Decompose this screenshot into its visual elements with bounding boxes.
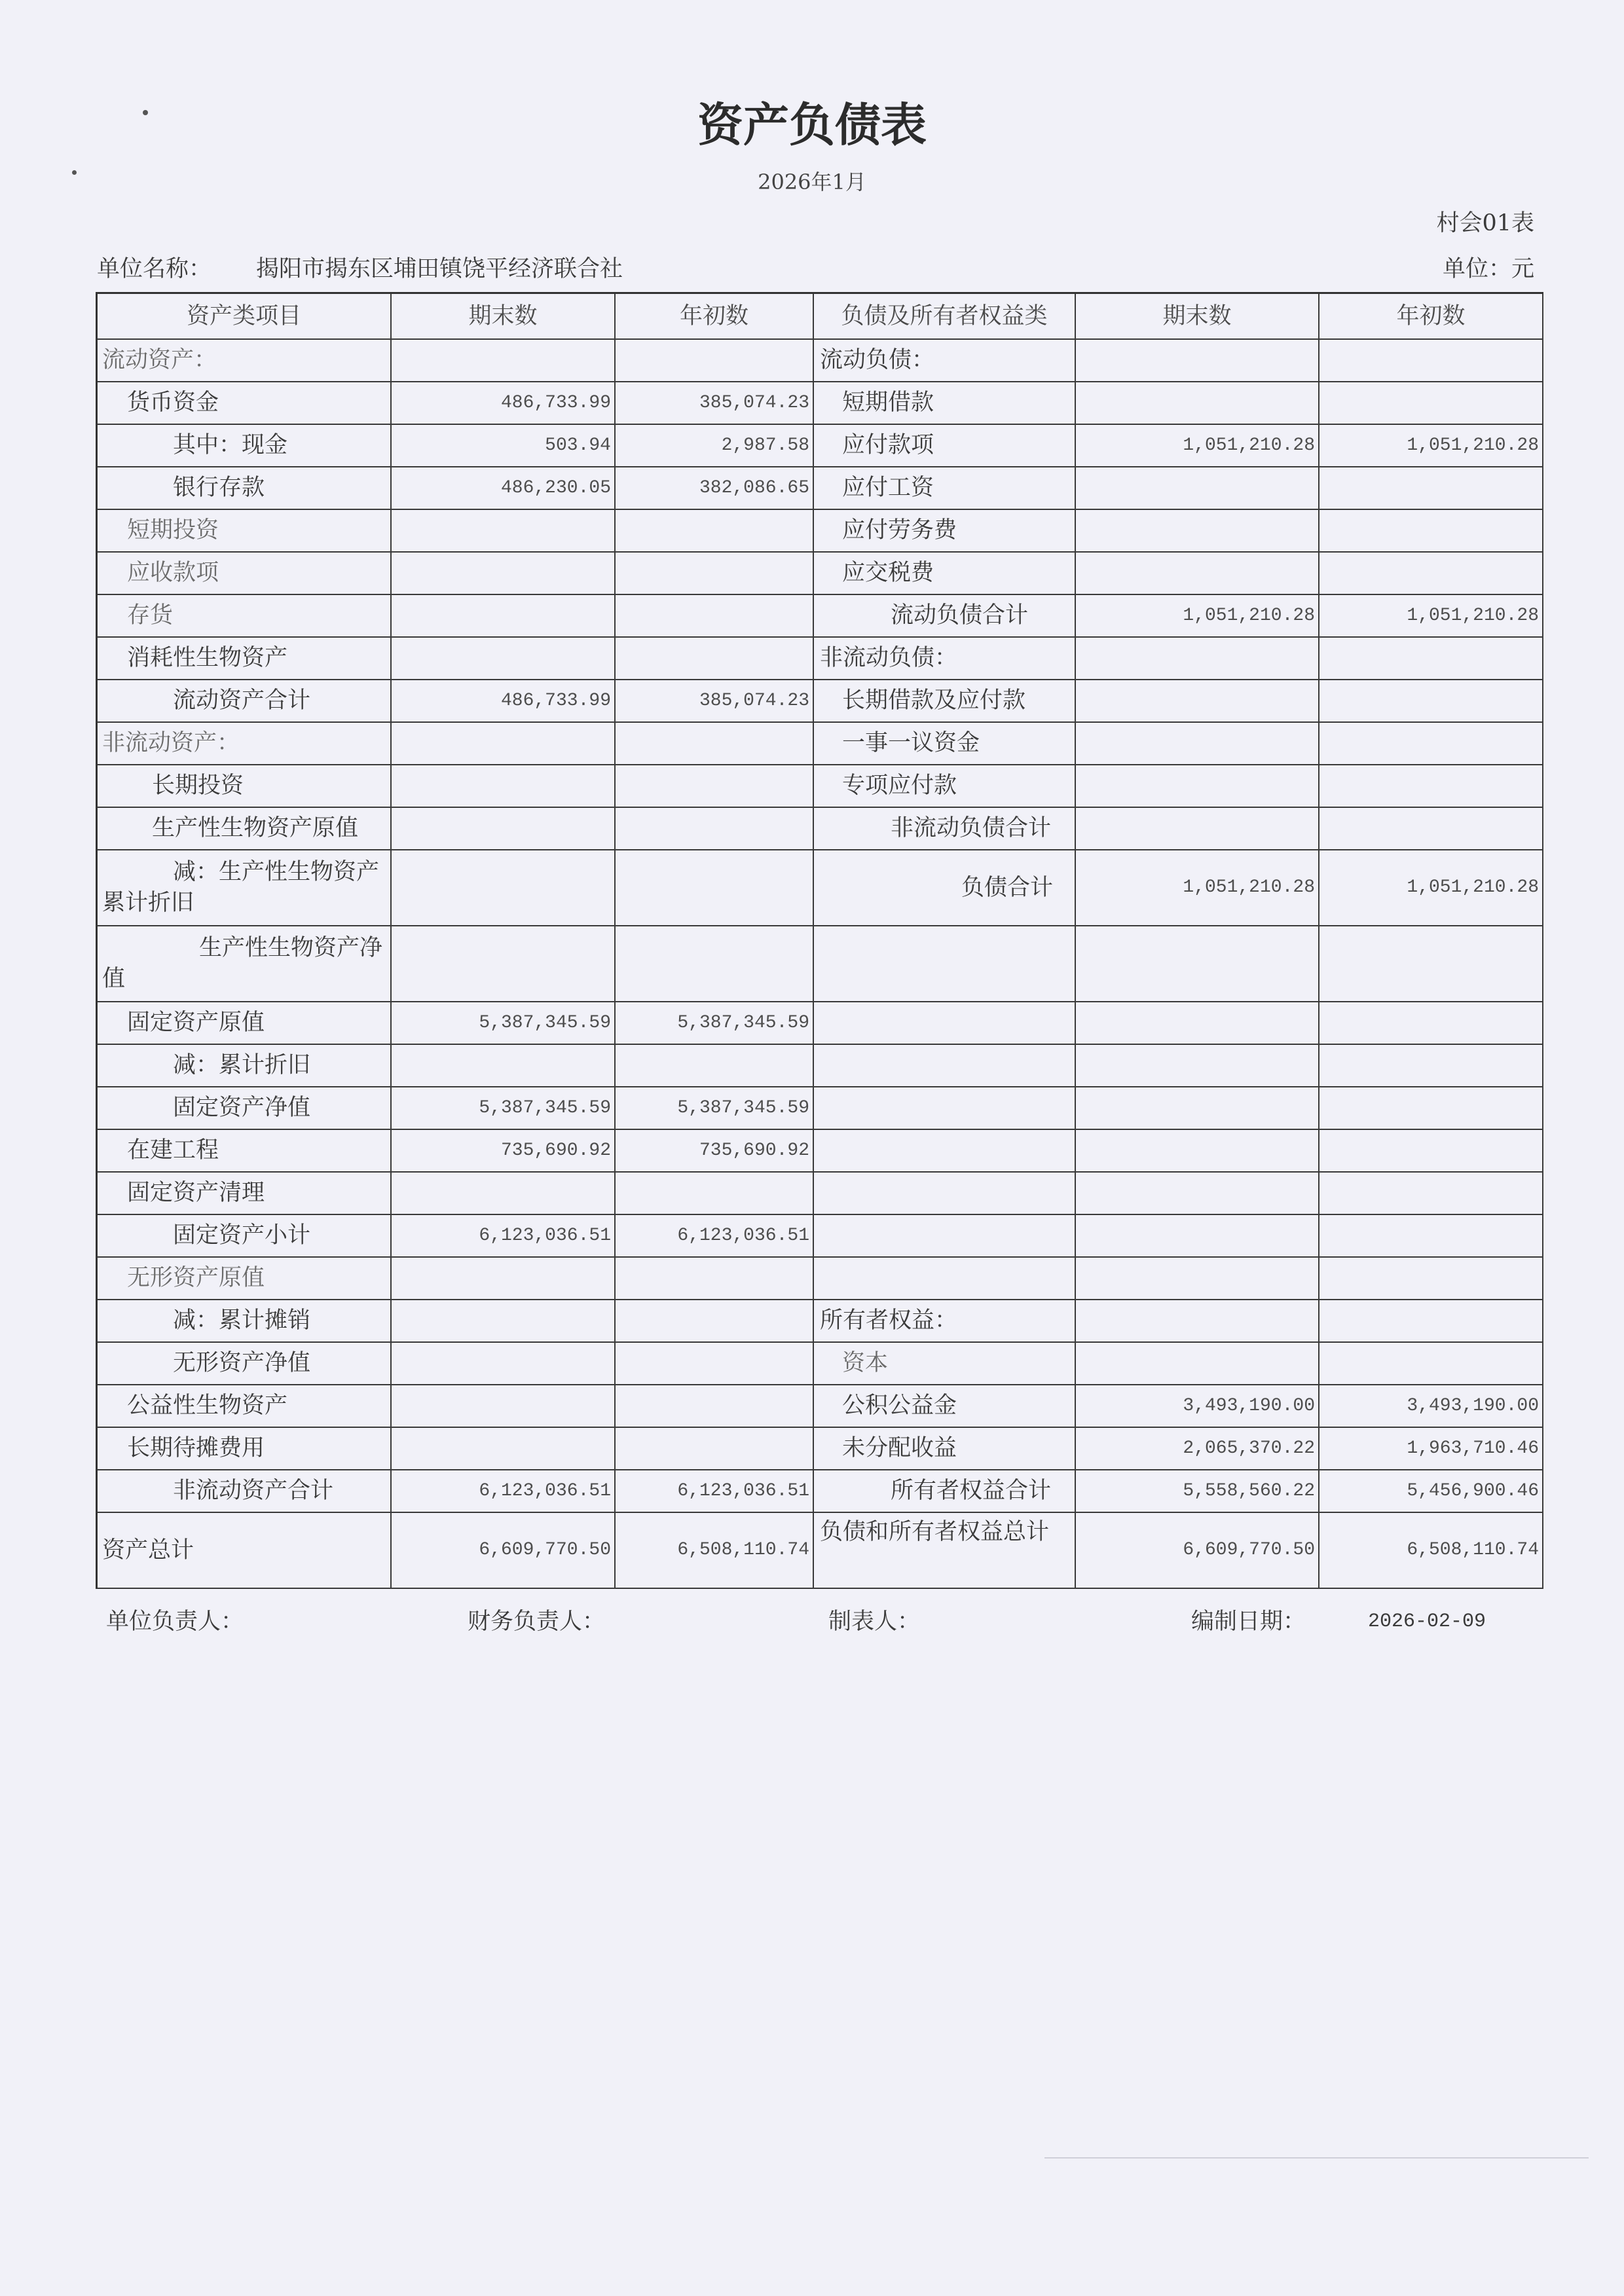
liability-begin-value (1320, 765, 1543, 808)
form-code: 村会01表 (1436, 210, 1534, 236)
asset-end-value (392, 1173, 616, 1215)
liability-end-value (1076, 926, 1320, 1002)
liability-begin-value: 1,963,710.46 (1320, 1428, 1543, 1470)
liability-end-value (1076, 1343, 1320, 1385)
asset-item-cell: 固定资产原值 (98, 1002, 392, 1045)
liability-item-cell: 负债合计 (814, 850, 1076, 926)
asset-begin-value: 6,508,110.74 (616, 1513, 814, 1589)
asset-item-cell: 固定资产清理 (98, 1173, 392, 1215)
asset-begin-value (616, 1428, 814, 1470)
liability-begin-value (1320, 467, 1543, 510)
liability-item-cell: 流动负债： (814, 340, 1076, 382)
liability-item-cell: 未分配收益 (814, 1428, 1076, 1470)
asset-begin-value (616, 1343, 814, 1385)
liability-item-cell: 应付劳务费 (814, 510, 1076, 553)
asset-item-cell: 生产性生物资产净 值 (98, 926, 392, 1002)
liability-item-cell: 专项应付款 (814, 765, 1076, 808)
liability-end-value: 1,051,210.28 (1076, 425, 1320, 467)
asset-begin-value (616, 850, 814, 926)
liability-item-cell: 应交税费 (814, 553, 1076, 595)
liability-end-value: 6,609,770.50 (1076, 1513, 1320, 1589)
liability-begin-value (1320, 638, 1543, 680)
asset-begin-value: 735,690.92 (616, 1130, 814, 1173)
liability-end-value: 3,493,190.00 (1076, 1385, 1320, 1428)
asset-begin-value: 2,987.58 (616, 425, 814, 467)
asset-item-cell: 公益性生物资产 (98, 1385, 392, 1428)
liability-begin-value (1320, 1300, 1543, 1343)
asset-item-cell: 减：生产性生物资产 累计折旧 (98, 850, 392, 926)
liability-end-value (1076, 467, 1320, 510)
asset-end-value: 735,690.92 (392, 1130, 616, 1173)
liability-item-cell: 应付工资 (814, 467, 1076, 510)
asset-begin-value (616, 595, 814, 638)
asset-item-cell: 固定资产小计 (98, 1215, 392, 1258)
liability-end-value (1076, 723, 1320, 765)
balance-sheet-table (96, 292, 1543, 1589)
liability-item-cell: 非流动负债： (814, 638, 1076, 680)
asset-end-value: 5,387,345.59 (392, 1002, 616, 1045)
liability-end-value (1076, 638, 1320, 680)
asset-begin-value (616, 1173, 814, 1215)
liability-begin-value (1320, 1173, 1543, 1215)
asset-end-value (392, 723, 616, 765)
liability-end-value (1076, 1173, 1320, 1215)
asset-begin-value (616, 340, 814, 382)
liability-begin-value (1320, 1258, 1543, 1300)
liability-end-value (1076, 680, 1320, 723)
unit-head-label: 单位负责人： (106, 1609, 244, 1635)
liability-begin-value (1320, 723, 1543, 765)
scan-artifact-line (1044, 2157, 1589, 2159)
asset-end-value (392, 1258, 616, 1300)
liability-end-value (1076, 1087, 1320, 1130)
asset-item-cell: 在建工程 (98, 1130, 392, 1173)
liability-begin-value (1320, 680, 1543, 723)
liability-begin-value: 3,493,190.00 (1320, 1385, 1543, 1428)
liability-end-value (1076, 510, 1320, 553)
liability-end-value (1076, 1300, 1320, 1343)
liability-item-cell (814, 1215, 1076, 1258)
asset-end-value (392, 340, 616, 382)
liability-item-cell: 流动负债合计 (814, 595, 1076, 638)
liability-item-cell (814, 1258, 1076, 1300)
liability-begin-value (1320, 1002, 1543, 1045)
asset-begin-value (616, 808, 814, 850)
asset-item-cell: 固定资产净值 (98, 1087, 392, 1130)
asset-item-cell: 非流动资产： (98, 723, 392, 765)
liability-item-cell (814, 1087, 1076, 1130)
asset-end-value: 6,123,036.51 (392, 1470, 616, 1513)
liability-end-value (1076, 340, 1320, 382)
finance-head-label: 财务负责人： (468, 1609, 606, 1635)
liability-begin-value (1320, 553, 1543, 595)
liability-item-cell (814, 1173, 1076, 1215)
entity-name: 揭阳市揭东区埔田镇饶平经济联合社 (256, 256, 623, 282)
liability-end-value (1076, 808, 1320, 850)
liability-begin-value (1320, 926, 1543, 1002)
asset-item-cell: 非流动资产合计 (98, 1470, 392, 1513)
liability-end-value (1076, 1130, 1320, 1173)
asset-end-value: 6,609,770.50 (392, 1513, 616, 1589)
liability-item-cell: 负债和所有者权益总计 (814, 1513, 1076, 1589)
asset-item-cell: 长期投资 (98, 765, 392, 808)
asset-item-cell: 长期待摊费用 (98, 1428, 392, 1470)
asset-begin-value: 5,387,345.59 (616, 1002, 814, 1045)
asset-item-cell: 短期投资 (98, 510, 392, 553)
asset-begin-value (616, 723, 814, 765)
asset-end-value (392, 1045, 616, 1087)
liability-begin-value (1320, 1215, 1543, 1258)
asset-begin-value (616, 510, 814, 553)
asset-item-cell: 减：累计折旧 (98, 1045, 392, 1087)
asset-begin-value (616, 1385, 814, 1428)
liability-begin-value: 1,051,210.28 (1320, 595, 1543, 638)
asset-end-value (392, 1343, 616, 1385)
liability-begin-value: 1,051,210.28 (1320, 425, 1543, 467)
liability-begin-value (1320, 340, 1543, 382)
liability-end-value (1076, 1215, 1320, 1258)
header-liability-begin: 年初数 (1320, 294, 1543, 340)
liability-end-value (1076, 765, 1320, 808)
asset-end-value (392, 926, 616, 1002)
header-liability-end: 期末数 (1076, 294, 1320, 340)
asset-item-cell: 无形资产净值 (98, 1343, 392, 1385)
asset-end-value: 503.94 (392, 425, 616, 467)
liability-begin-value: 5,456,900.46 (1320, 1470, 1543, 1513)
asset-begin-value: 385,074.23 (616, 382, 814, 425)
liability-end-value (1076, 1258, 1320, 1300)
liability-item-cell: 一事一议资金 (814, 723, 1076, 765)
liability-item-cell: 资本 (814, 1343, 1076, 1385)
asset-end-value (392, 553, 616, 595)
liability-item-cell: 所有者权益合计 (814, 1470, 1076, 1513)
liability-begin-value (1320, 1343, 1543, 1385)
report-period: 2026年1月 (758, 170, 866, 194)
preparer-label: 制表人： (828, 1609, 921, 1635)
liability-end-value: 1,051,210.28 (1076, 850, 1320, 926)
header-asset-item: 资产类项目 (98, 294, 392, 340)
asset-end-value (392, 638, 616, 680)
asset-item-cell: 流动资产合计 (98, 680, 392, 723)
asset-item-cell: 货币资金 (98, 382, 392, 425)
prepared-date-value: 2026-02-09 (1368, 1611, 1486, 1633)
asset-begin-value (616, 1045, 814, 1087)
asset-end-value (392, 510, 616, 553)
liability-end-value (1076, 553, 1320, 595)
liability-begin-value (1320, 510, 1543, 553)
asset-item-cell: 流动资产： (98, 340, 392, 382)
header-asset-end: 期末数 (392, 294, 616, 340)
asset-begin-value: 382,086.65 (616, 467, 814, 510)
asset-end-value: 486,733.99 (392, 680, 616, 723)
liability-begin-value (1320, 808, 1543, 850)
asset-end-value: 6,123,036.51 (392, 1215, 616, 1258)
liability-begin-value: 1,051,210.28 (1320, 850, 1543, 926)
asset-end-value: 486,733.99 (392, 382, 616, 425)
liability-begin-value (1320, 382, 1543, 425)
asset-begin-value (616, 638, 814, 680)
asset-item-cell: 存货 (98, 595, 392, 638)
asset-end-value: 486,230.05 (392, 467, 616, 510)
liability-item-cell: 应付款项 (814, 425, 1076, 467)
asset-item-cell: 减：累计摊销 (98, 1300, 392, 1343)
asset-end-value (392, 1428, 616, 1470)
liability-end-value: 2,065,370.22 (1076, 1428, 1320, 1470)
asset-begin-value (616, 765, 814, 808)
liability-item-cell (814, 1130, 1076, 1173)
asset-end-value (392, 1385, 616, 1428)
liability-end-value (1076, 1045, 1320, 1087)
liability-end-value: 5,558,560.22 (1076, 1470, 1320, 1513)
asset-item-cell: 生产性生物资产原值 (98, 808, 392, 850)
header-liability-item: 负债及所有者权益类 (814, 294, 1076, 340)
liability-item-cell: 所有者权益： (814, 1300, 1076, 1343)
asset-item-cell: 消耗性生物资产 (98, 638, 392, 680)
liability-item-cell: 公积公益金 (814, 1385, 1076, 1428)
asset-begin-value (616, 553, 814, 595)
asset-end-value (392, 1300, 616, 1343)
prepared-date-label: 编制日期： (1191, 1609, 1306, 1635)
liability-begin-value (1320, 1130, 1543, 1173)
liability-begin-value (1320, 1087, 1543, 1130)
asset-begin-value (616, 1300, 814, 1343)
asset-begin-value: 5,387,345.59 (616, 1087, 814, 1130)
asset-item-cell: 其中：现金 (98, 425, 392, 467)
page-title: 资产负债表 (697, 98, 927, 152)
entity-name-label: 单位名称： (97, 256, 212, 282)
liability-item-cell: 短期借款 (814, 382, 1076, 425)
currency-unit-label: 单位：元 (1442, 256, 1534, 282)
asset-begin-value: 385,074.23 (616, 680, 814, 723)
asset-end-value (392, 850, 616, 926)
asset-begin-value: 6,123,036.51 (616, 1215, 814, 1258)
liability-item-cell: 非流动负债合计 (814, 808, 1076, 850)
liability-item-cell: 长期借款及应付款 (814, 680, 1076, 723)
asset-begin-value (616, 1258, 814, 1300)
asset-begin-value: 6,123,036.51 (616, 1470, 814, 1513)
asset-item-cell: 资产总计 (98, 1513, 392, 1589)
asset-item-cell: 银行存款 (98, 467, 392, 510)
liability-item-cell (814, 1045, 1076, 1087)
asset-end-value: 5,387,345.59 (392, 1087, 616, 1130)
liability-item-cell (814, 1002, 1076, 1045)
asset-end-value (392, 595, 616, 638)
asset-end-value (392, 808, 616, 850)
liability-end-value (1076, 382, 1320, 425)
header-asset-begin: 年初数 (616, 294, 814, 340)
liability-item-cell (814, 926, 1076, 1002)
asset-begin-value (616, 926, 814, 1002)
liability-end-value: 1,051,210.28 (1076, 595, 1320, 638)
asset-item-cell: 应收款项 (98, 553, 392, 595)
asset-end-value (392, 765, 616, 808)
liability-begin-value (1320, 1045, 1543, 1087)
liability-end-value (1076, 1002, 1320, 1045)
liability-begin-value: 6,508,110.74 (1320, 1513, 1543, 1589)
asset-item-cell: 无形资产原值 (98, 1258, 392, 1300)
